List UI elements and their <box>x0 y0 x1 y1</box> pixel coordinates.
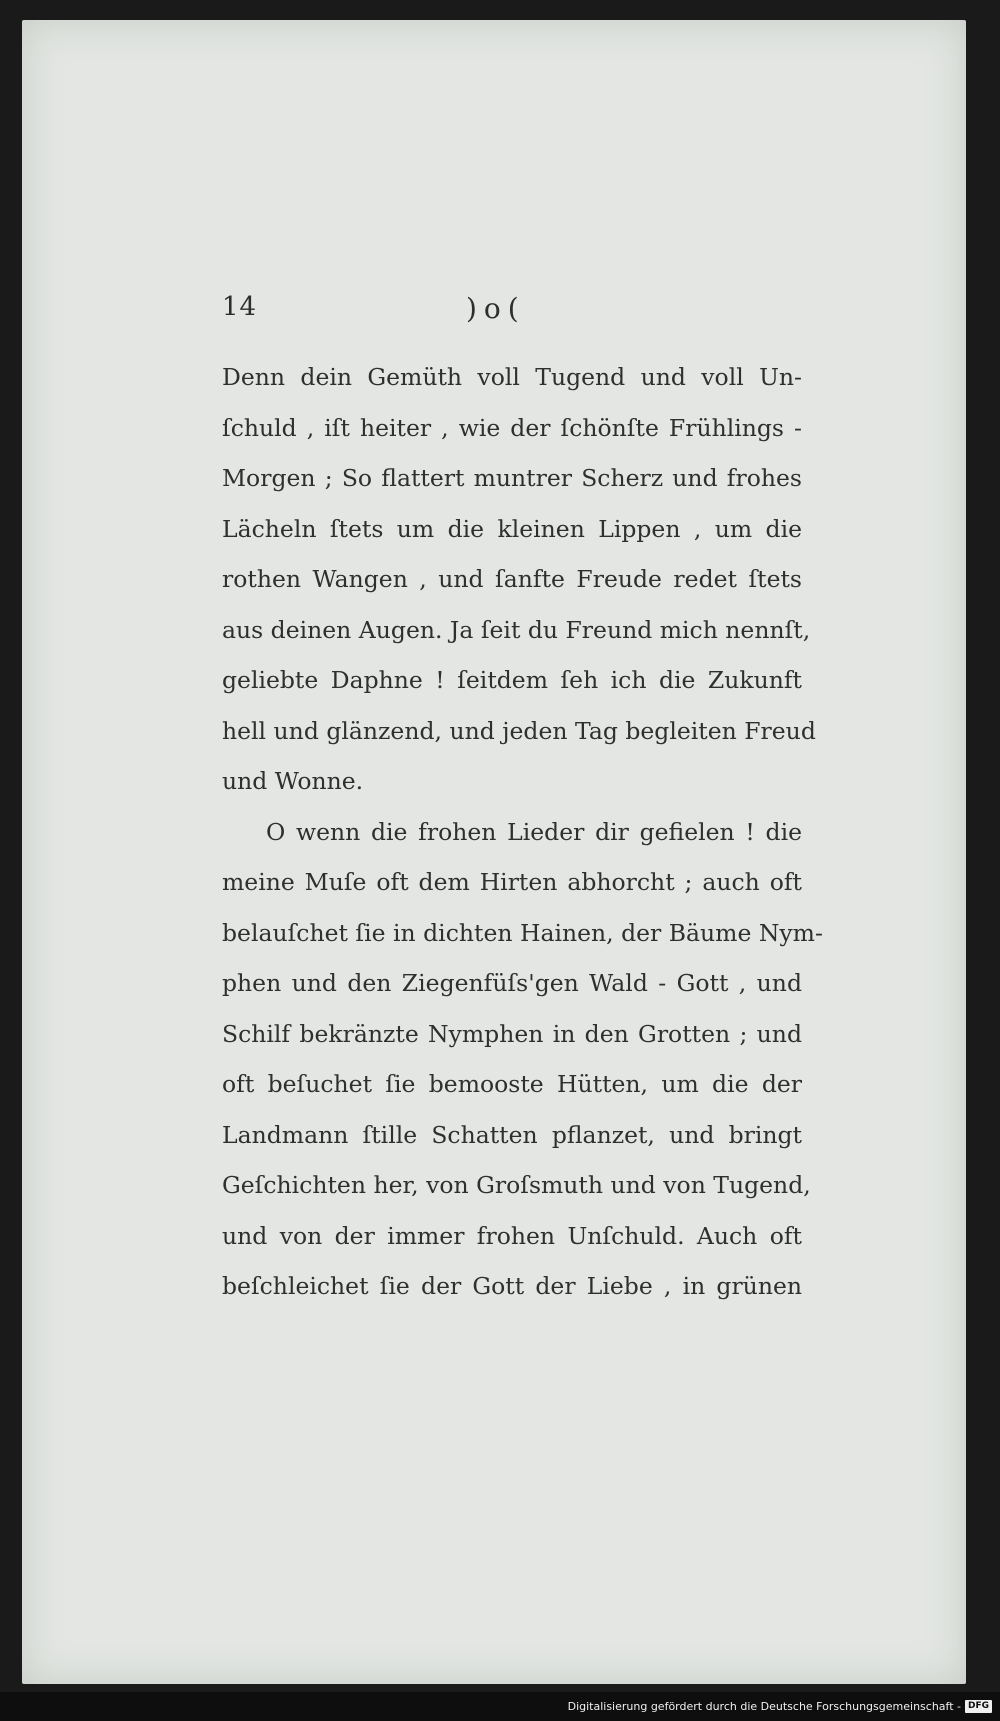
body-text <box>222 352 823 1312</box>
text-line: und Wonne. <box>222 767 364 795</box>
text-line: geliebte Daphne ! ſeitdem ſeh ich die Zukunft <box>222 666 802 694</box>
page-number: 14 <box>222 292 258 322</box>
text-line: oft beſuchet ſie bemooste Hütten, um die der <box>222 1070 802 1098</box>
text-line: Schilf bekränzte Nymphen in den Grotten ; und <box>222 1019 802 1048</box>
paragraph-2 <box>222 807 823 1312</box>
text-line: Lächeln ſtets um die kleinen Lippen , um die <box>222 514 802 543</box>
text-line: Geſchichten her, von Groſsmuth und von Tugend, <box>222 1171 811 1199</box>
text-line: ſchuld , iſt heiter , wie der ſchönſte Frühlings - <box>222 413 802 442</box>
text-line: rothen Wangen , und ſanfte Freude redet ſtets <box>222 565 802 593</box>
page-header <box>0 292 1000 332</box>
dfg-logo-icon: DFG <box>965 1700 992 1713</box>
text-line: O wenn die frohen Lieder dir gefielen ! die <box>266 817 802 846</box>
text-line: Denn dein Gemüth voll Tugend und voll Un- <box>222 363 802 391</box>
text-line: belauſchet ſie in dichten Hainen, der Bäume Nym- <box>222 918 823 947</box>
text-line: meine Muſe oft dem Hirten abhorcht ; auch oft <box>222 868 802 896</box>
digitization-credit <box>568 1700 992 1713</box>
text-line: hell und glänzend, und jeden Tag begleiten Freud <box>222 716 816 745</box>
text-line: Landmann ſtille Schatten pflanzet, und bringt <box>222 1120 802 1149</box>
text-line: und von der immer frohen Unſchuld. Auch oft <box>222 1221 802 1250</box>
credit-text: Digitalisierung gefördert durch die Deutsche Forschungsgemeinschaft - <box>567 1700 961 1713</box>
text-line: Morgen ; So flattert muntrer Scherz und frohes <box>222 464 802 492</box>
running-head: )o( <box>466 292 526 325</box>
paragraph-1 <box>222 352 816 807</box>
text-line: aus deinen Augen. Ja ſeit du Freund mich nennſt, <box>222 615 811 644</box>
text-line: phen und den Ziegenfüſs'gen Wald - Gott , und <box>222 969 802 997</box>
text-line: beſchleichet ſie der Gott der Liebe , in grünen <box>222 1272 802 1300</box>
